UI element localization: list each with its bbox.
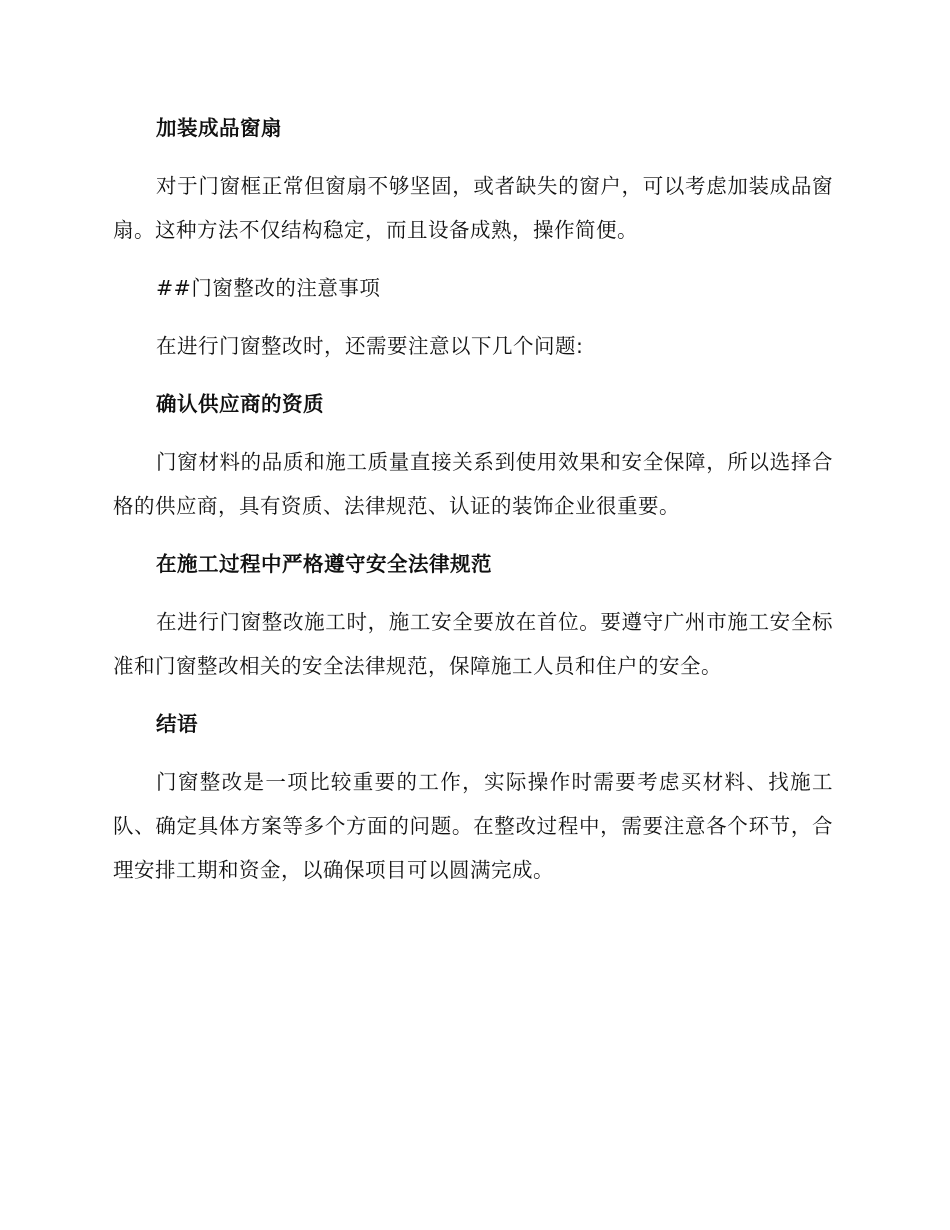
section-heading-conclusion: 结语: [156, 712, 198, 736]
section-heading-supplier-qualification: 确认供应商的资质: [156, 392, 324, 416]
section-heading-safety-regulations: 在施工过程中严格遵守安全法律规范: [156, 552, 492, 576]
paragraph-precautions-intro: 在进行门窗整改时，还需要注意以下几个问题:: [156, 334, 584, 358]
document-body: [113, 106, 833, 906]
paragraph-safety: 在进行门窗整改施工时，施工安全要放在首位。要遵守广州市施工安全标准和门窗整改相关的安全法律规范，保障施工人员和住户的安全。: [113, 610, 833, 678]
paragraph-conclusion: 门窗整改是一项比较重要的工作，实际操作时需要考虑买材料、找施工队、确定具体方案等多个方面的问题。在整改过程中，需要注意各个环节，合理安排工期和资金，以确保项目可以圆满完成。: [113, 770, 833, 882]
paragraph-precautions-title: ##门窗整改的注意事项: [156, 276, 381, 300]
section-heading-add-window-sash: 加装成品窗扇: [156, 116, 282, 140]
paragraph-window-sash: 对于门窗框正常但窗扇不够坚固，或者缺失的窗户，可以考虑加装成品窗扇。这种方法不仅结构稳定，而且设备成熟，操作简便。: [113, 174, 833, 242]
paragraph-supplier: 门窗材料的品质和施工质量直接关系到使用效果和安全保障，所以选择合格的供应商，具有资质、法律规范、认证的装饰企业很重要。: [113, 450, 833, 518]
